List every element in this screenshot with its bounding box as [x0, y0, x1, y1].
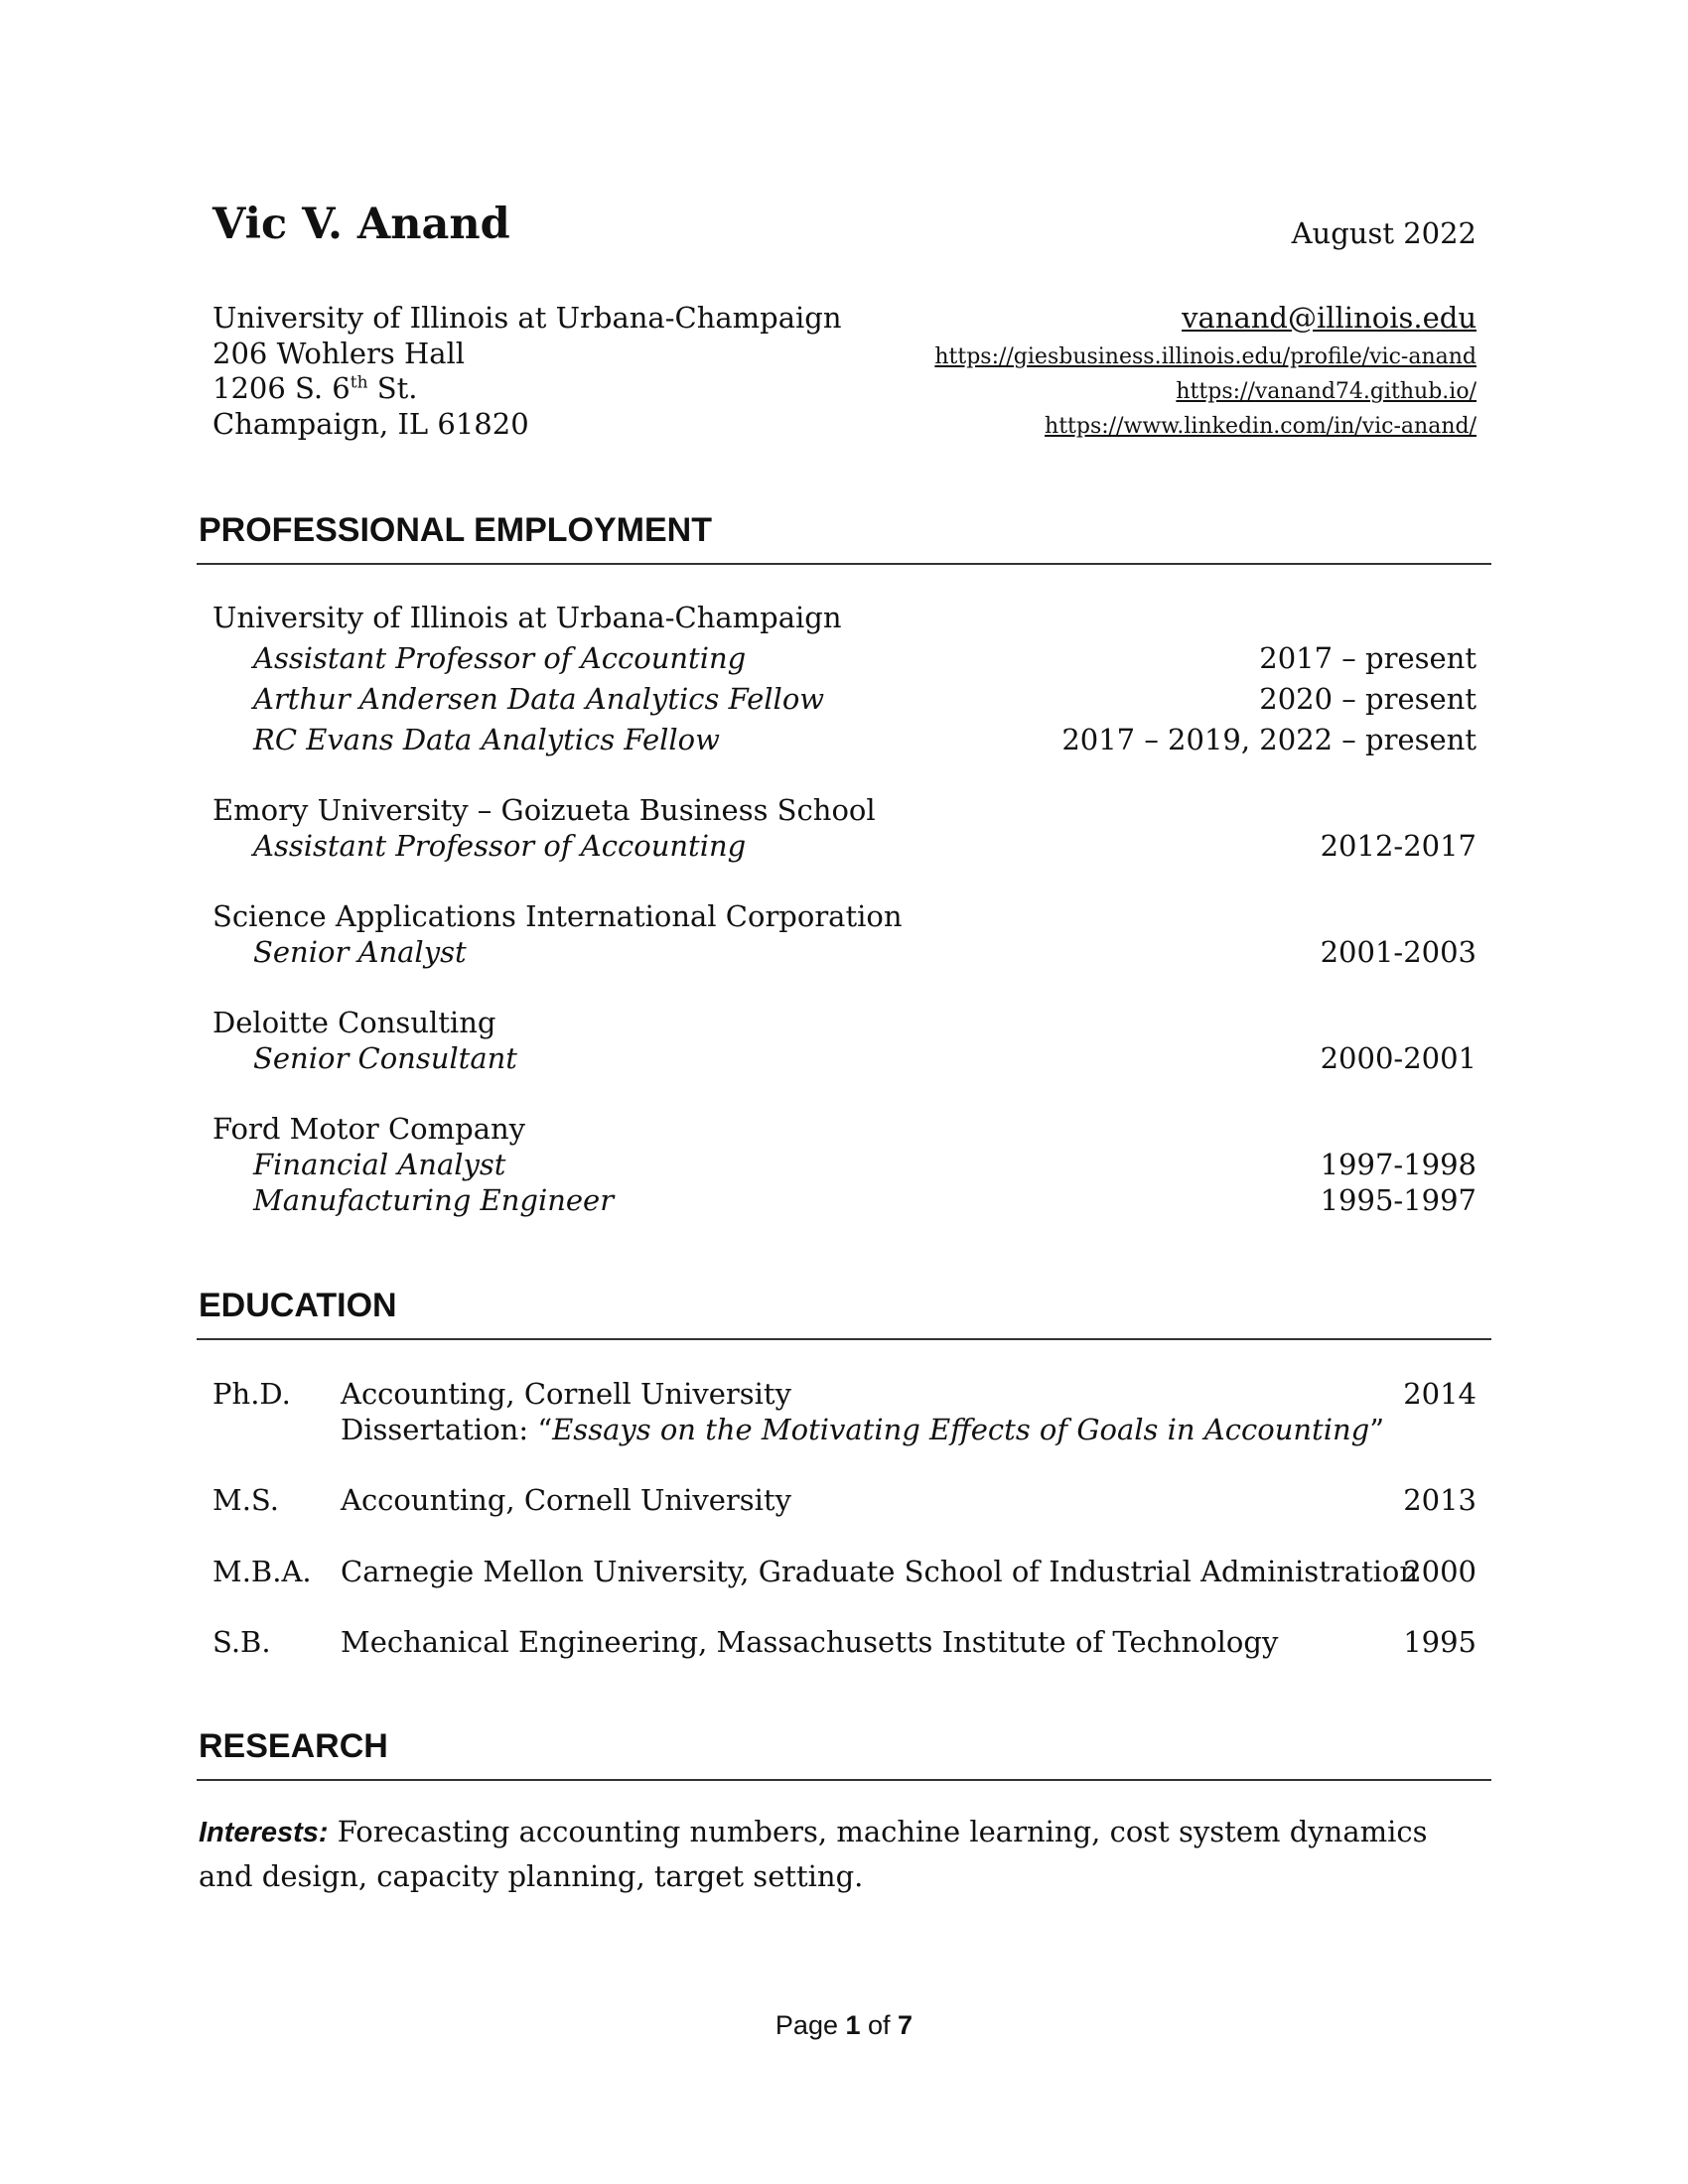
degree-year: 2014: [1403, 1377, 1477, 1411]
degree: M.S.: [212, 1483, 279, 1517]
employment-heading: PROFESSIONAL EMPLOYMENT: [199, 511, 712, 549]
employment-divider: [197, 563, 1491, 565]
role-years: 1995-1997: [1320, 1183, 1477, 1217]
degree-year: 2013: [1403, 1483, 1477, 1517]
degree-description: Carnegie Mellon University, Graduate School of Industrial Administration: [341, 1555, 1419, 1588]
role-years: 2000-2001: [1320, 1041, 1477, 1075]
degree: Ph.D.: [212, 1377, 291, 1411]
research-divider: [197, 1779, 1491, 1781]
degree-year: 2000: [1403, 1555, 1477, 1588]
profile-link[interactable]: https://giesbusiness.illinois.edu/profile/vic-anand: [934, 344, 1477, 369]
degree: S.B.: [212, 1625, 271, 1659]
education-heading: EDUCATION: [199, 1287, 397, 1324]
employer: Ford Motor Company: [212, 1112, 526, 1146]
role-title: RC Evans Data Analytics Fellow: [253, 723, 720, 756]
employer: Deloitte Consulting: [212, 1006, 496, 1039]
github-link[interactable]: https://vanand74.github.io/: [1176, 379, 1477, 404]
role-years: 2012-2017: [1320, 829, 1477, 863]
role-years: 2017 – present: [1259, 641, 1477, 675]
degree-description: Mechanical Engineering, Massachusetts Institute of Technology: [341, 1625, 1279, 1659]
role-title: Senior Analyst: [253, 935, 467, 969]
cv-name: Vic V. Anand: [212, 200, 510, 249]
role-title: Assistant Professor of Accounting: [253, 641, 747, 675]
address-line-office: 206 Wohlers Hall: [212, 337, 466, 370]
role-title: Arthur Andersen Data Analytics Fellow: [253, 682, 825, 716]
dissertation: Dissertation: “Essays on the Motivating Effects of Goals in Accounting”: [341, 1413, 1385, 1446]
page-number: Page 1 of 7: [774, 2010, 914, 2040]
degree-year: 1995: [1403, 1625, 1477, 1659]
research-interests: Interests: Forecasting accounting numbers, machine learning, cost system dynamics and design, capacity planning, target setting.: [199, 1815, 1428, 1893]
role-title: Manufacturing Engineer: [253, 1183, 615, 1217]
employer: Emory University – Goizueta Business School: [212, 793, 876, 827]
address-line-street: 1206 S. 6th St.: [212, 371, 418, 405]
role-years: 2001-2003: [1320, 935, 1477, 969]
role-title: Financial Analyst: [253, 1148, 506, 1181]
role-title: Senior Consultant: [253, 1041, 517, 1075]
address-line-city: Champaign, IL 61820: [212, 407, 529, 441]
role-years: 2017 – 2019, 2022 – present: [1061, 723, 1477, 756]
address-line-institution: University of Illinois at Urbana-Champaign: [212, 301, 842, 335]
role-years: 1997-1998: [1320, 1148, 1477, 1181]
degree-description: Accounting, Cornell University: [341, 1483, 791, 1517]
degree-description: Accounting, Cornell University: [341, 1377, 791, 1411]
email-link[interactable]: vanand@illinois.edu: [1182, 301, 1477, 335]
linkedin-link[interactable]: https://www.linkedin.com/in/vic-anand/: [1045, 414, 1477, 439]
employer: Science Applications International Corporation: [212, 899, 903, 933]
cv-date: August 2022: [1291, 216, 1477, 250]
employer: University of Illinois at Urbana-Champaign: [212, 601, 842, 634]
role-years: 2020 – present: [1259, 682, 1477, 716]
education-divider: [197, 1338, 1491, 1340]
degree: M.B.A.: [212, 1555, 312, 1588]
role-title: Assistant Professor of Accounting: [253, 829, 747, 863]
research-heading: RESEARCH: [199, 1727, 388, 1765]
